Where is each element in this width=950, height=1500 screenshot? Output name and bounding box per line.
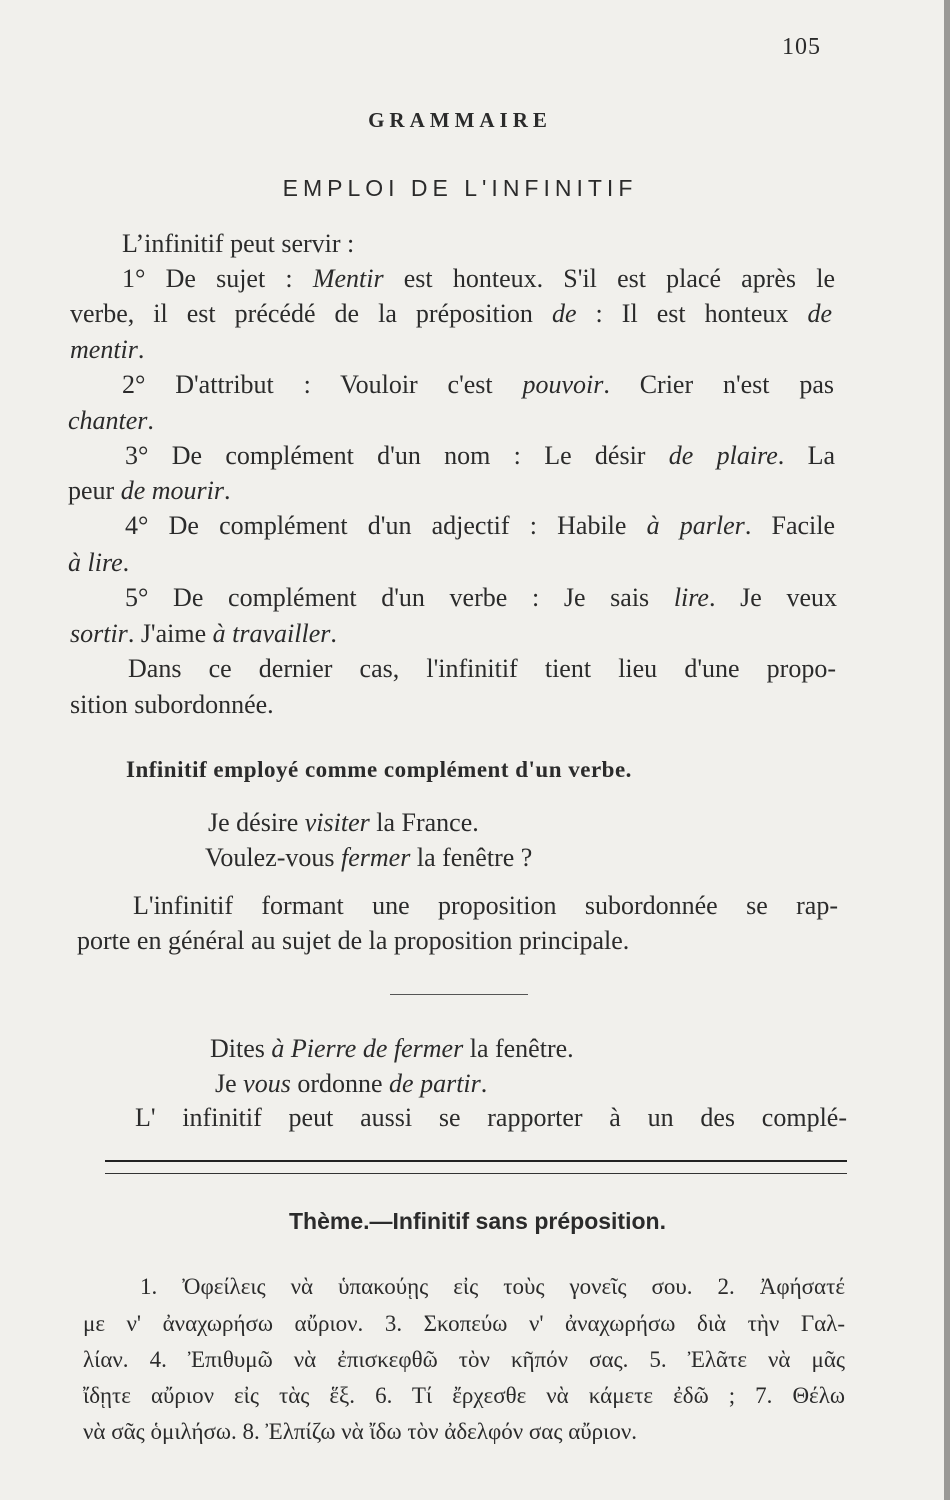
body-line: verbe, il est précédé de la préposition de : Il est honteux de: [70, 299, 832, 328]
body-line: à lire.: [68, 548, 130, 577]
paragraph-line: L'infinitif formant une proposition subordonnée se rap-: [133, 891, 838, 920]
subheading: Infinitif employé comme complément d'un verbe.: [126, 757, 632, 782]
chapter-heading: EMPLOI DE L'INFINITIF: [282, 175, 638, 201]
example-line: Je vous ordonne de partir.: [215, 1069, 488, 1098]
separator-rule: [390, 994, 528, 995]
paragraph-line: porte en général au sujet de la proposition principale.: [77, 926, 630, 955]
body-line: mentir.: [70, 335, 145, 364]
page-number: 105: [782, 34, 821, 60]
exercise-line: ἴδῃτε αὔριον εἰς τὰς ἕξ. 6. Τί ἔρχεσθε νὰ κάμετε ἐδῶ ; 7. Θέλω: [83, 1383, 845, 1408]
body-line: 2° D'attribut : Vouloir c'est pouvoir. Crier n'est pas: [122, 370, 834, 399]
example-line: Dites à Pierre de fermer la fenêtre.: [210, 1034, 574, 1063]
body-line: peur de mourir.: [68, 476, 231, 505]
paragraph-line: L' infinitif peut aussi se rapporter à un des complé-: [135, 1103, 847, 1132]
exercise-line: λίαν. 4. Ἐπιθυμῶ νὰ ἐπισκεφθῶ τὸν κῆπόν σας. 5. Ἐλᾶτε νὰ μᾶς: [83, 1347, 845, 1372]
example-line: Je désire visiter la France.: [208, 808, 479, 837]
page-edge-shadow: [944, 0, 950, 1500]
body-line: 3° De complément d'un nom : Le désir de plaire. La: [125, 441, 836, 470]
body-line: sition subordonnée.: [70, 690, 274, 719]
body-line: chanter.: [68, 406, 154, 435]
body-line: L’infinitif peut servir :: [122, 229, 355, 258]
exercise-line: 1. Ὀφείλεις νὰ ὑπακούῃς εἰς τοὺς γονεῖς σου. 2. Ἀφήσατέ: [140, 1274, 845, 1299]
body-line: 5° De complément d'un verbe : Je sais lire. Je veux: [125, 583, 837, 612]
section-title: GRAMMAIRE: [368, 108, 552, 132]
body-line: Dans ce dernier cas, l'infinitif tient lieu d'une propo-: [128, 654, 836, 683]
exercise-title: Thème.—Infinitif sans préposition.: [289, 1208, 666, 1234]
body-line: 1° De sujet : Mentir est honteux. S'il est placé après le: [122, 264, 835, 293]
example-line: Voulez-vous fermer la fenêtre ?: [205, 843, 533, 872]
body-line: sortir. J'aime à travailler.: [70, 619, 337, 648]
footer-rule: [105, 1160, 847, 1162]
exercise-line: με ν' ἀναχωρήσω αὔριον. 3. Σκοπεύω ν' ἀναχωρήσω διὰ τὴν Γαλ-: [83, 1311, 845, 1336]
footer-rule-thin: [105, 1173, 847, 1174]
body-line: 4° De complément d'un adjectif : Habile à parler. Facile: [125, 511, 836, 540]
exercise-line: νὰ σᾶς ὁμιλήσω. 8. Ἐλπίζω νὰ ἴδω τὸν ἀδελφόν σας αὔριον.: [83, 1419, 637, 1444]
